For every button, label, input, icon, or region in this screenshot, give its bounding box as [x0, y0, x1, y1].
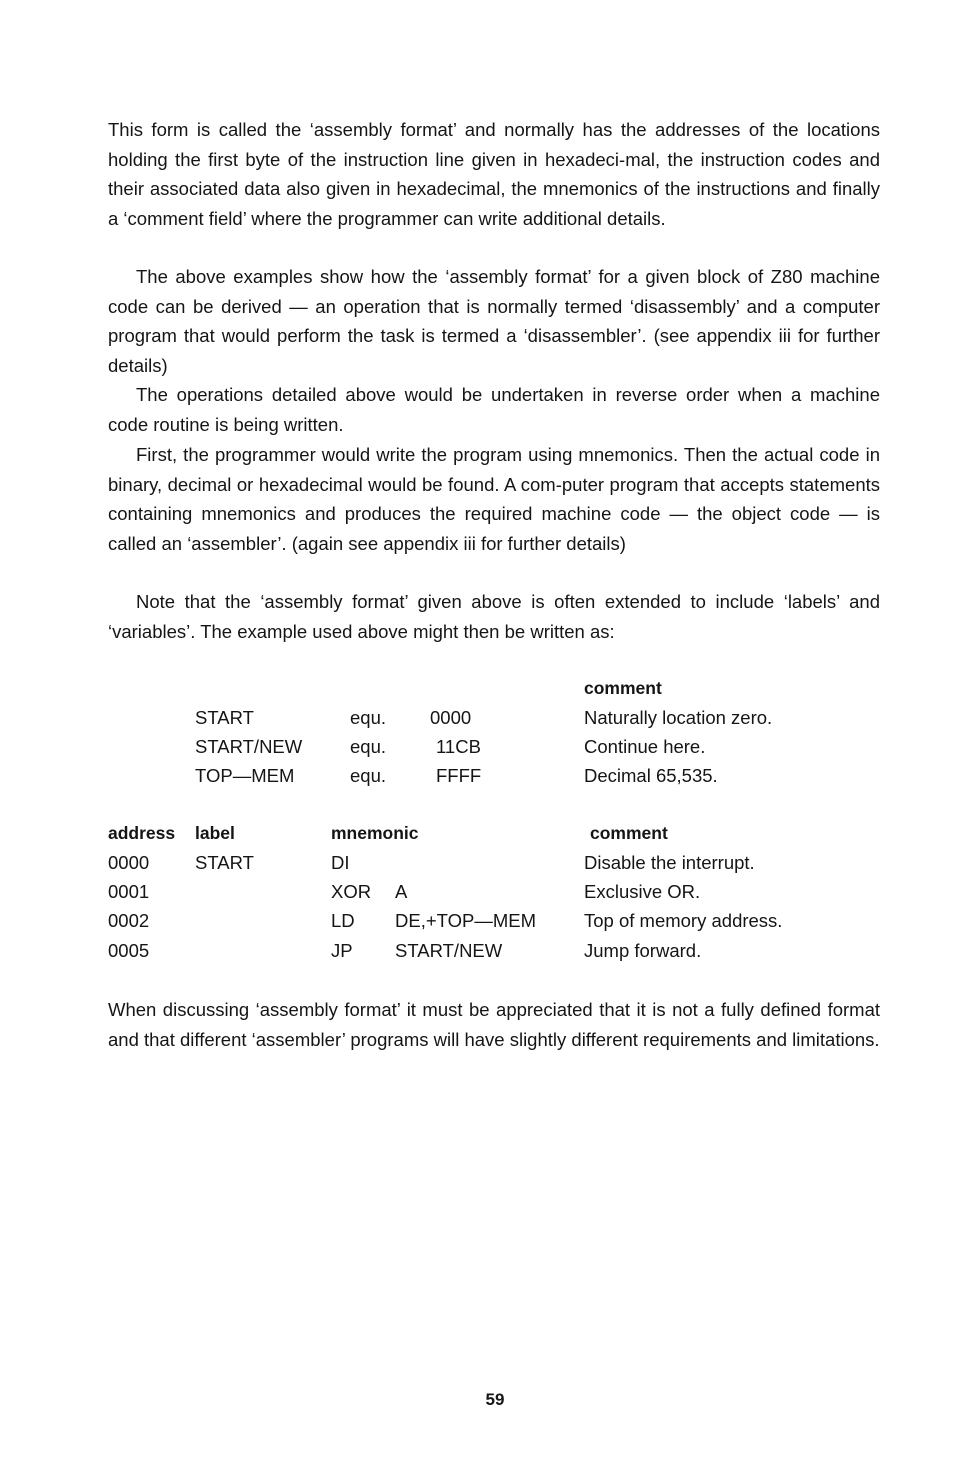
- listing-op: LD: [331, 910, 355, 931]
- page-number: 59: [485, 1390, 505, 1409]
- equate-value: FFFF: [436, 765, 482, 786]
- listing-op: DI: [331, 852, 350, 873]
- listing-address: 0002: [108, 910, 150, 931]
- paragraph-assembler: First, the programmer would write the program using mnemonics. Then the actual code in binary, decimal or hexadecimal would be found. A com-puter program that accepts statements containing mnemonics and produces the required machine code — the object code — is called an ‘assembler’. (again see appendix iii for further details): [108, 444, 880, 554]
- listing-comment: Top of memory address.: [584, 910, 783, 931]
- listing-header-label: label: [195, 823, 235, 843]
- equates-comment-header: comment: [584, 678, 662, 698]
- equate-label: START: [195, 707, 254, 728]
- listing-header-address: address: [108, 823, 176, 843]
- equate-value: 0000: [430, 707, 472, 728]
- paragraph-not-fully-defined: When discussing ‘assembly format’ it must be appreciated that it is not a fully defined format and that different ‘assembler’ programs will have slightly different requirements and limitations.: [108, 999, 880, 1050]
- equate-comment: Continue here.: [584, 736, 706, 757]
- listing-comment: Exclusive OR.: [584, 881, 701, 902]
- equate-value: 11CB: [436, 736, 481, 757]
- listing-label: START: [195, 852, 254, 873]
- listing-comment: Disable the interrupt.: [584, 852, 755, 873]
- listing-address: 0005: [108, 940, 150, 961]
- listing-address: 0001: [108, 881, 150, 902]
- equate-directive: equ.: [350, 736, 387, 757]
- listing-operand: A: [395, 881, 408, 902]
- equate-label: START/NEW: [195, 736, 303, 757]
- paragraph-reverse-order: The operations detailed above would be undertaken in reverse order when a machine code routine is being written.: [108, 384, 880, 435]
- equate-directive: equ.: [350, 707, 387, 728]
- paragraph-disassembly: The above examples show how the ‘assembly format’ for a given block of Z80 machine code can be derived — an operation that is normally termed ‘disassembly’ and a computer program that would perform the task is termed a ‘disassembler’. (see appendix iii for further details): [108, 266, 880, 376]
- listing-operand: START/NEW: [395, 940, 503, 961]
- equate-label: TOP—MEM: [195, 765, 295, 786]
- listing-op: XOR: [331, 881, 372, 902]
- listing-header-mnemonic: mnemonic: [331, 823, 419, 843]
- listing-op: JP: [331, 940, 353, 961]
- listing-header-comment: comment: [590, 823, 668, 843]
- listing-comment: Jump forward.: [584, 940, 702, 961]
- equate-comment: Decimal 65,535.: [584, 765, 718, 786]
- listing-operand: DE,+TOP—MEM: [395, 910, 536, 931]
- paragraph-labels-variables: Note that the ‘assembly format’ given above is often extended to include ‘labels’ and ‘variables’. The example used above might then be written as:: [108, 591, 880, 642]
- listing-address: 0000: [108, 852, 150, 873]
- equate-comment: Naturally location zero.: [584, 707, 773, 728]
- paragraph-assembly-format: This form is called the ‘assembly format’ and normally has the addresses of the locations holding the first byte of the instruction line given in hexadeci-mal, the instruction codes and their associated data also given in hexadecimal, the mnemonics of the instructions and finally a ‘comment field’ where the programmer can write additional details.: [108, 119, 880, 229]
- equate-directive: equ.: [350, 765, 387, 786]
